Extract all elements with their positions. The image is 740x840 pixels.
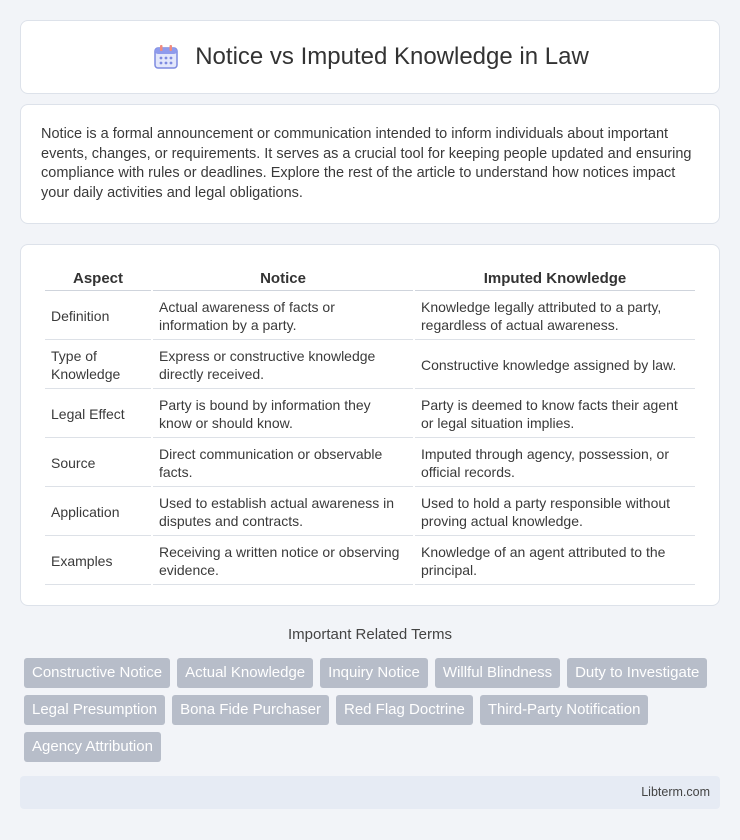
- table-cell: Knowledge of an agent attributed to the principal.: [415, 538, 695, 585]
- calendar-icon: [151, 42, 181, 72]
- table-cell: Source: [45, 440, 151, 487]
- related-terms-list: [24, 658, 724, 762]
- table-row: [45, 293, 695, 340]
- column-header-notice: Notice: [153, 267, 413, 291]
- table-cell: Constructive knowledge assigned by law.: [415, 342, 695, 389]
- table-cell: Imputed through agency, possession, or official records.: [415, 440, 695, 487]
- table-cell: Used to hold a party responsible without proving actual knowledge.: [415, 489, 695, 536]
- column-header-aspect: Aspect: [45, 267, 151, 291]
- tag-constructive-notice[interactable]: Constructive Notice: [24, 658, 170, 688]
- tag-actual-knowledge[interactable]: Actual Knowledge: [177, 658, 313, 688]
- tag-duty-to-investigate[interactable]: Duty to Investigate: [567, 658, 707, 688]
- table-cell: Actual awareness of facts or information by a party.: [153, 293, 413, 340]
- intro-card: [20, 104, 720, 224]
- comparison-table-card: [20, 244, 720, 606]
- table-cell: Used to establish actual awareness in disputes and contracts.: [153, 489, 413, 536]
- footer-site-link[interactable]: Libterm.com: [641, 785, 710, 799]
- table-cell: Knowledge legally attributed to a party, regardless of actual awareness.: [415, 293, 695, 340]
- table-row: [45, 391, 695, 438]
- table-row: [45, 342, 695, 389]
- footer: [20, 776, 720, 809]
- table-row: [45, 489, 695, 536]
- column-header-imputed-knowledge: Imputed Knowledge: [415, 267, 695, 291]
- tag-third-party-notification[interactable]: Third-Party Notification: [480, 695, 649, 725]
- table-cell: Application: [45, 489, 151, 536]
- table-row: [45, 440, 695, 487]
- table-cell: Examples: [45, 538, 151, 585]
- tag-bona-fide-purchaser[interactable]: Bona Fide Purchaser: [172, 695, 329, 725]
- table-header-row: [45, 267, 695, 291]
- title-wrap: [151, 42, 589, 72]
- tag-willful-blindness[interactable]: Willful Blindness: [435, 658, 560, 688]
- table-cell: Party is deemed to know facts their agent or legal situation implies.: [415, 391, 695, 438]
- tag-legal-presumption[interactable]: Legal Presumption: [24, 695, 165, 725]
- tag-red-flag-doctrine[interactable]: Red Flag Doctrine: [336, 695, 473, 725]
- intro-text: Notice is a formal announcement or communication intended to inform individuals about important events, changes, or requirements. It serves as a crucial tool for keeping people updated and ensuring compliance with rules or deadlines. Explore the rest of the article to understand how notices impact your daily activities and legal obligations.: [41, 126, 692, 201]
- table-cell: Definition: [45, 293, 151, 340]
- table-cell: Express or constructive knowledge directly received.: [153, 342, 413, 389]
- tag-inquiry-notice[interactable]: Inquiry Notice: [320, 658, 428, 688]
- header-card: [20, 20, 720, 94]
- table-cell: Direct communication or observable facts.: [153, 440, 413, 487]
- tag-agency-attribution[interactable]: Agency Attribution: [24, 732, 161, 762]
- page-title: Notice vs Imputed Knowledge in Law: [195, 43, 589, 70]
- table-cell: Legal Effect: [45, 391, 151, 438]
- related-terms-title: Important Related Terms: [288, 626, 452, 643]
- table-cell: Party is bound by information they know or should know.: [153, 391, 413, 438]
- comparison-table: [43, 265, 697, 587]
- table-row: [45, 538, 695, 585]
- table-cell: Type of Knowledge: [45, 342, 151, 389]
- table-cell: Receiving a written notice or observing evidence.: [153, 538, 413, 585]
